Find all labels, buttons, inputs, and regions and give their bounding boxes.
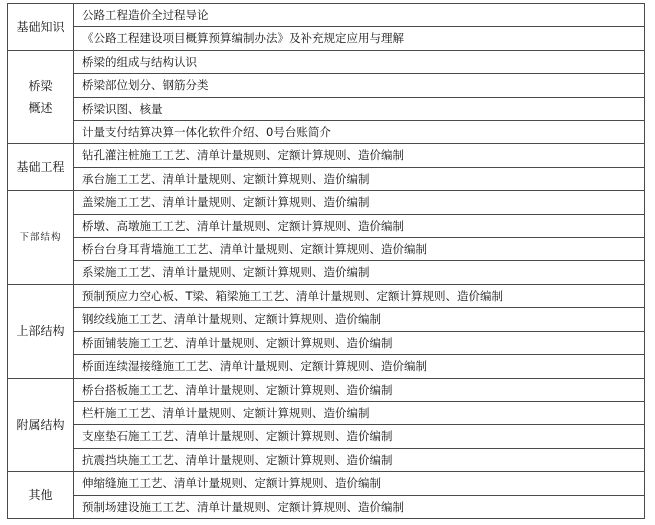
table-row	[8, 144, 645, 167]
table-row	[8, 472, 645, 495]
category-label: 下部结构	[19, 231, 62, 243]
table-row	[8, 121, 645, 144]
topic-cell: 预制场建设施工工艺、清单计量规则、定额计算规则、造价编制	[74, 495, 645, 518]
topic-cell: 桥梁的组成与结构认识	[74, 50, 645, 73]
table-row	[8, 284, 645, 307]
category-label: 桥梁	[28, 79, 53, 94]
category-cell-others	[8, 472, 74, 519]
table-row	[8, 261, 645, 284]
topic-cell: 桥台台身耳背墙施工工艺、清单计量规则、定额计算规则、造价编制	[74, 238, 645, 261]
table-row	[8, 191, 645, 214]
topic-cell: 计量支付结算决算一体化软件介绍、0号台账简介	[74, 121, 645, 144]
topic-cell: 桥梁识图、核量	[74, 97, 645, 120]
topic-cell: 伸缩缝施工工艺、清单计量规则、定额计算规则、造价编制	[74, 472, 645, 495]
topic-cell: 系梁施工工艺、清单计量规则、定额计算规则、造价编制	[74, 261, 645, 284]
category-cell-foundation-works	[8, 144, 74, 191]
topic-cell: 桥面连续湿接缝施工工艺、清单计量规则、定额计算规则、造价编制	[74, 355, 645, 378]
topic-cell: 承台施工工艺、清单计量规则、定额计算规则、造价编制	[74, 167, 645, 190]
topic-cell: 钻孔灌注桩施工工艺、清单计量规则、定额计算规则、造价编制	[74, 144, 645, 167]
category-label: 其他	[28, 488, 53, 503]
topic-cell: 《公路工程建设项目概算预算编制办法》及补充规定应用与理解	[74, 27, 645, 50]
table-row	[8, 448, 645, 471]
table-row	[8, 74, 645, 97]
category-cell-substructure	[8, 191, 74, 285]
table-row	[8, 214, 645, 237]
category-cell-basic-knowledge	[8, 4, 74, 51]
topic-cell: 桥墩、高墩施工工艺、清单计量规则、定额计算规则、造价编制	[74, 214, 645, 237]
category-label: 基础工程	[16, 160, 65, 175]
topic-cell: 桥台搭板施工工艺、清单计量规则、定额计算规则、造价编制	[74, 378, 645, 401]
topic-cell: 栏杆施工工艺、清单计量规则、定额计算规则、造价编制	[74, 401, 645, 424]
table-row	[8, 425, 645, 448]
table-row	[8, 50, 645, 73]
course-outline-table	[7, 3, 645, 519]
topic-cell: 桥梁部位划分、钢筋分类	[74, 74, 645, 97]
topic-cell: 抗震挡块施工工艺、清单计量规则、定额计算规则、造价编制	[74, 448, 645, 471]
table-row	[8, 495, 645, 518]
table-row	[8, 27, 645, 50]
table-row	[8, 401, 645, 424]
table-row	[8, 378, 645, 401]
category-label: 附属结构	[16, 417, 65, 432]
topic-cell: 桥面铺装施工工艺、清单计量规则、定额计算规则、造价编制	[74, 331, 645, 354]
topic-cell: 钢绞线施工工艺、清单计量规则、定额计算规则、造价编制	[74, 308, 645, 331]
table-row	[8, 238, 645, 261]
table-row	[8, 355, 645, 378]
topic-cell: 预制预应力空心板、T梁、箱梁施工工艺、清单计量规则、定额计算规则、造价编制	[74, 284, 645, 307]
topic-cell: 公路工程造价全过程导论	[74, 4, 645, 27]
table-row	[8, 331, 645, 354]
topic-cell: 盖梁施工工艺、清单计量规则、定额计算规则、造价编制	[74, 191, 645, 214]
table-row	[8, 167, 645, 190]
table-row	[8, 97, 645, 120]
category-cell-ancillary-structures	[8, 378, 74, 472]
category-cell-superstructure	[8, 284, 74, 378]
topic-cell: 支座垫石施工工艺、清单计量规则、定额计算规则、造价编制	[74, 425, 645, 448]
category-label: 概述	[28, 101, 53, 116]
category-label: 上部结构	[16, 324, 65, 339]
table-row	[8, 4, 645, 27]
table-row	[8, 308, 645, 331]
category-label: 基础知识	[16, 19, 65, 34]
category-cell-bridge-overview	[8, 50, 74, 144]
